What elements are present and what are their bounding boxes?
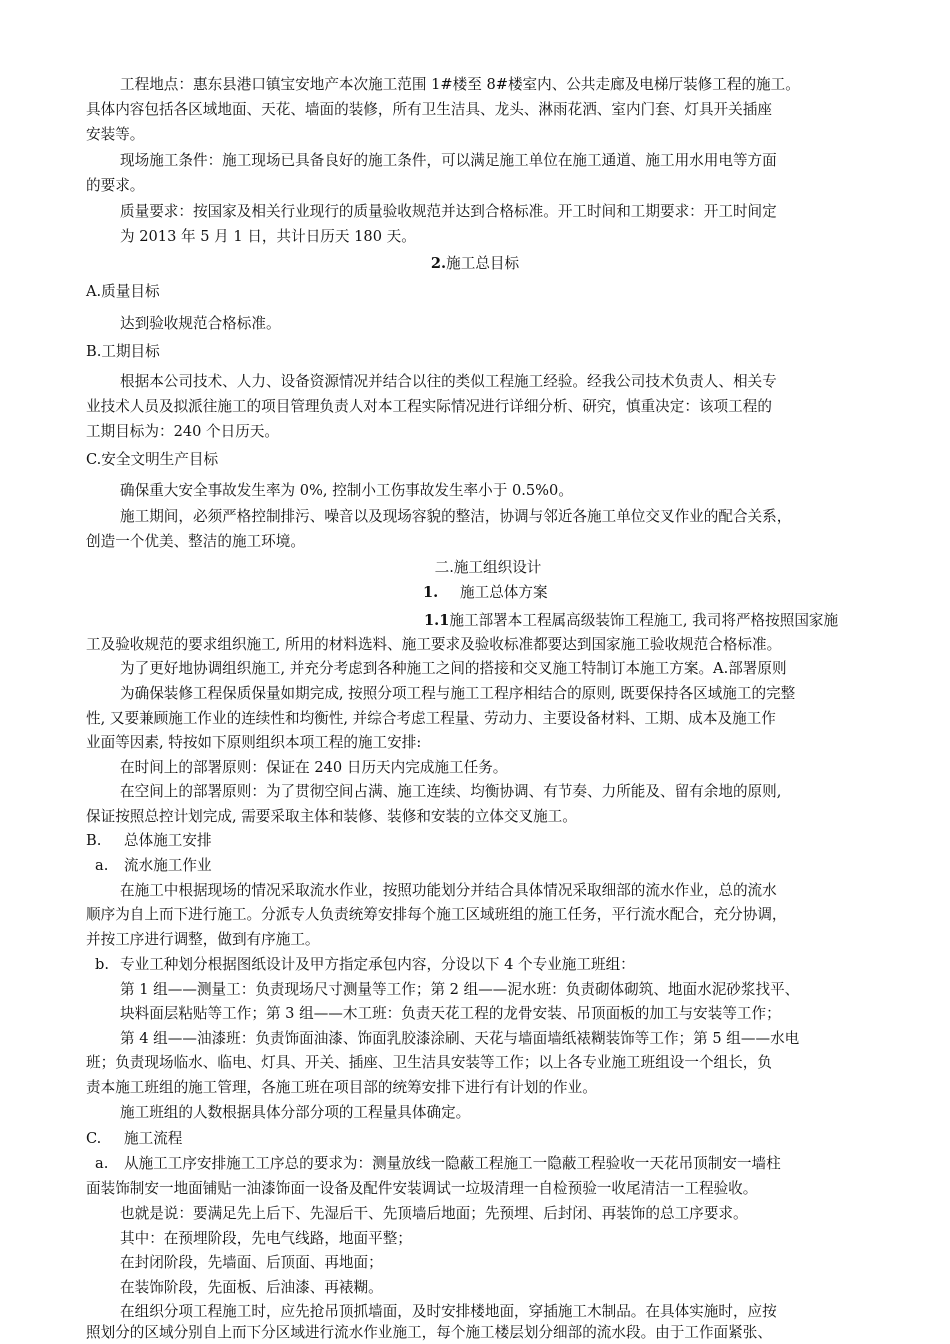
paragraph-line: 在施工中根据现场的情况采取流水作业，按照功能划分并结合具体情况采取细部的流水作业，总的流水	[120, 882, 777, 899]
list-marker: b.	[95, 956, 109, 973]
chapter-heading: 二.施工组织设计	[434, 559, 542, 576]
paragraph-line: 业技术人员及拟派往施工的项目管理负责人对本工程实际情况进行详细分析、研究，慎重决定：该项工程的	[86, 398, 772, 415]
paragraph-line: 第 1 组——测量工：负责现场尺寸测量等工作；第 2 组——泥水班：负责砌体砌筑、地面水泥砂浆找平、	[120, 981, 800, 998]
paragraph-line: 专业工种划分根据图纸设计及甲方指定承包内容，分设以下 4 个专业施工班组：	[120, 956, 635, 973]
paragraph-line: 照划分的区域分别自上而下分区域进行流水作业施工，每个施工楼层划分细部的流水段。由于工作面紧张、	[86, 1324, 772, 1341]
paragraph-line: 1.1施工部署本工程属高级装饰工程施工, 我司将严格按照国家施	[424, 612, 839, 629]
paragraph-line: 质量要求：按国家及相关行业现行的质量验收规范并达到合格标准。开工时间和工期要求：开工时间定	[120, 203, 777, 220]
paragraph-line: 安装等。	[86, 126, 145, 143]
subheading: C.安全文明生产目标	[86, 451, 219, 468]
paragraph-line: 创造一个优美、整洁的施工环境。	[86, 533, 305, 550]
paragraph-line: 面装饰制安一地面铺贴一油漆饰面一设备及配件安装调试一垃圾清理一自检预验一收尾清洁一工程验收。	[86, 1180, 758, 1197]
paragraph-line: 在空间上的部署原则：为了贯彻空间占满、施工连续、均衡协调、有节奏、力所能及、留有余地的原则,	[120, 783, 782, 800]
paragraph-line: 为确保装修工程保质保量如期完成, 按照分项工程与施工工程序相结合的原则, 既要保持各区域施工的完整	[120, 685, 796, 702]
section-number: 2.	[430, 255, 447, 272]
paragraph-line: 达到验收规范合格标准。	[120, 315, 281, 332]
paragraph-line: 施工期间，必须严格控制排污、噪音以及现场容貌的整洁，协调与邻近各施工单位交叉作业的配合关系，	[120, 508, 792, 525]
paragraph-line: 在组织分项工程施工时，应先抢吊顶抓墙面，及时安排楼地面，穿插施工木制品。在具体实施时，应按	[120, 1303, 777, 1320]
paragraph-line: 工程地点：惠东县港口镇宝安地产本次施工范围 1#楼至 8#楼室内、公共走廊及电梯厅装修工程的施工。	[120, 76, 800, 93]
paragraph-line: 顺序为自上而下进行施工。分派专人负责统筹安排每个施工区域班组的施工任务，平行流水配合，充分协调，	[86, 906, 787, 923]
subheading: A.质量目标	[86, 283, 160, 300]
list-marker: a.	[95, 857, 109, 874]
paragraph-line: 为了更好地协调组织施工, 并充分考虑到各种施工之间的搭接和交叉施工特制订本施工方案。A.部署原则	[120, 660, 787, 677]
paragraph-line: 保证按照总控计划完成, 需要采取主体和装修、装修和安装的立体交叉施工。	[86, 808, 577, 825]
paragraph-line: 其中：在预埋阶段，先电气线路，地面平整；	[120, 1230, 412, 1247]
paragraph-line: 具体内容包括各区域地面、天花、墙面的装修，所有卫生洁具、龙头、淋雨花洒、室内门套、灯具开关插座	[86, 101, 772, 118]
paragraph-line: 施工班组的人数根据具体分部分项的工程量具体确定。	[120, 1104, 471, 1121]
subsection-number: 1.1	[424, 612, 450, 629]
subheading: 施工流程	[124, 1130, 183, 1147]
paragraph-line: 为 2013 年 5 月 1 日，共计日历天 180 天。	[120, 228, 416, 245]
paragraph-line: 也就是说：要满足先上后下、先湿后干、先顶墙后地面；先预埋、后封闭、再装饰的总工序要求。	[120, 1205, 748, 1222]
paragraph-line: 块料面层粘贴等工作；第 3 组——木工班：负责天花工程的龙骨安装、吊顶面板的加工与安装等工作；	[120, 1005, 781, 1022]
paragraph-line: 在时间上的部署原则：保证在 240 日历天内完成施工任务。	[120, 759, 508, 776]
section-heading	[0, 253, 950, 275]
paragraph-line: 在装饰阶段，先面板、后油漆、再裱糊。	[120, 1279, 383, 1296]
list-marker: a.	[95, 1155, 109, 1172]
paragraph-line: 班；负责现场临水、临电、灯具、开关、插座、卫生洁具安装等工作；以上各专业施工班组设一个组长，负	[86, 1054, 772, 1071]
paragraph-line: 的要求。	[86, 177, 145, 194]
paragraph-line: 责本施工班组的施工管理，各施工班在项目部的统筹安排下进行有计划的作业。	[86, 1079, 597, 1096]
section-title: 施工总目标	[446, 255, 520, 272]
subheading: B.工期目标	[86, 343, 160, 360]
section-title: 施工总体方案	[460, 584, 548, 601]
paragraph-line: 工及验收规范的要求组织施工, 所用的材料选料、施工要求及验收标准都要达到国家施工验收规范合格标准。	[86, 636, 782, 653]
paragraph-line: 现场施工条件：施工现场已具备良好的施工条件，可以满足施工单位在施工通道、施工用水用电等方面	[120, 152, 777, 169]
subheading: 总体施工安排	[124, 832, 212, 849]
list-marker: C.	[86, 1130, 102, 1147]
subheading: 流水施工作业	[124, 857, 212, 874]
paragraph-line: 确保重大安全事故发生率为 0%, 控制小工伤事故发生率小于 0.5%0。	[120, 482, 573, 499]
paragraph-line: 工期目标为：240 个日历天。	[86, 423, 280, 440]
paragraph-line: 性, 又要兼顾施工作业的连续性和均衡性, 并综合考虑工程量、劳动力、主要设备材料、工期、成本及施工作	[86, 710, 776, 727]
paragraph-line: 第 4 组——油漆班：负责饰面油漆、饰面乳胶漆涂刷、天花与墙面墙纸裱糊装饰等工作；第 5 组——水电	[120, 1030, 800, 1047]
list-marker: B.	[86, 832, 102, 849]
paragraph-line: 从施工工序安排施工工序总的要求为：测量放线一隐蔽工程施工一隐蔽工程验收一天花吊顶制安一墙柱	[124, 1155, 781, 1172]
paragraph-line: 业面等因素, 特按如下原则组织本项工程的施工安排:	[86, 734, 422, 751]
paragraph-line: 并按工序进行调整，做到有序施工。	[86, 931, 320, 948]
section-number: 1.	[423, 584, 439, 601]
paragraph-line: 根据本公司技术、人力、设备资源情况并结合以往的类似工程施工经验。经我公司技术负责人、相关专	[120, 373, 777, 390]
paragraph-line: 在封闭阶段，先墙面、后顶面、再地面；	[120, 1254, 383, 1271]
